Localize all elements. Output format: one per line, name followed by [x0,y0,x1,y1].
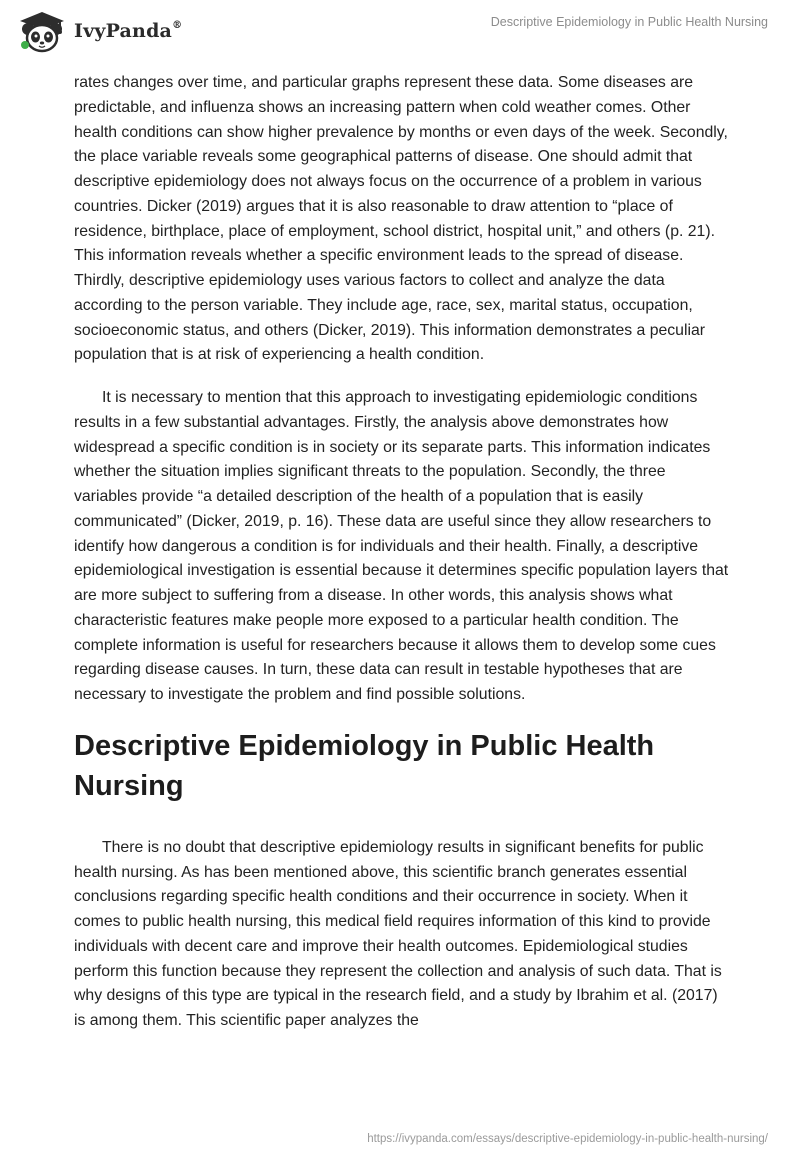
section-heading: Descriptive Epidemiology in Public Health Nursing [74,729,655,802]
panda-graduate-icon [16,9,68,53]
brand-logo[interactable] [16,9,182,53]
source-url: https://ivypanda.com/essays/descriptive-epidemiology-in-public-health-nursing/ [367,1133,768,1145]
paragraph: rates changes over time, and particular graphs represent these data. Some diseases are predictable, and influenza shows an increasing pattern when cold weather comes. Other health conditions can show higher prevalence by months or even days of the week. Secondly, the place variable reveals some geographical patterns of disease. One should admit that descriptive epidemiology does not always focus on the occurrence of a problem in various countries. Dicker (2019) argues that it is also reasonable to draw attention to “place of residence, birthplace, place of employment, school district, hospital unit,” and others (p. 21). This information reveals whether a specific environment leads to the spread of disease. Thirdly, descriptive epidemiology uses various factors to collect and analyze the data according to the person variable. They include age, race, sex, marital status, occupation, socioeconomic status, and others (Dicker, 2019). This information demonstrates a peculiar population that is at risk of experiencing a health condition. [74,74,728,364]
article-body [74,71,730,1052]
brand-name: IvyPanda® [74,19,183,42]
paragraph: It is necessary to mention that this approach to investigating epidemiologic conditions results in a few substantial advantages. Firstly, the analysis above demonstrates how widespread a specific condition is in society or its separate parts. This information indicates whether the situation implies significant threats to the population. Secondly, the three variables provide “a detailed description of the health of a population that is easily communicated” (Dicker, 2019, p. 16). These data are useful since they allow researchers to identify how dangerous a condition is for individuals and their health. Finally, a descriptive epidemiological investigation is essential because it determines specific population layers that are more subject to suffering from a disease. In other words, this analysis shows what characteristic features make people more exposed to a particular health condition. The complete information is useful for researchers because it allows them to develop some cues regarding disease causes. In turn, these data can result in testable hypotheses that are necessary to investigate the problem and find possible solutions. [74,389,729,703]
document-title: Descriptive Epidemiology in Public Health Nursing [490,15,768,29]
page-header [0,0,800,60]
paragraph: There is no doubt that descriptive epidemiology results in significant benefits for public health nursing. As has been mentioned above, this scientific branch generates essential conclusions regarding specific health conditions and their occurrence in society. When it comes to public health nursing, this medical field requires information of this kind to provide individuals with decent care and improve their health outcomes. Epidemiological studies perform this function because they represent the collection and analysis of such data. That is why designs of this type are typical in the research field, and a study by Ibrahim et al. (2017) is among them. This scientific paper analyzes the [74,838,722,1029]
